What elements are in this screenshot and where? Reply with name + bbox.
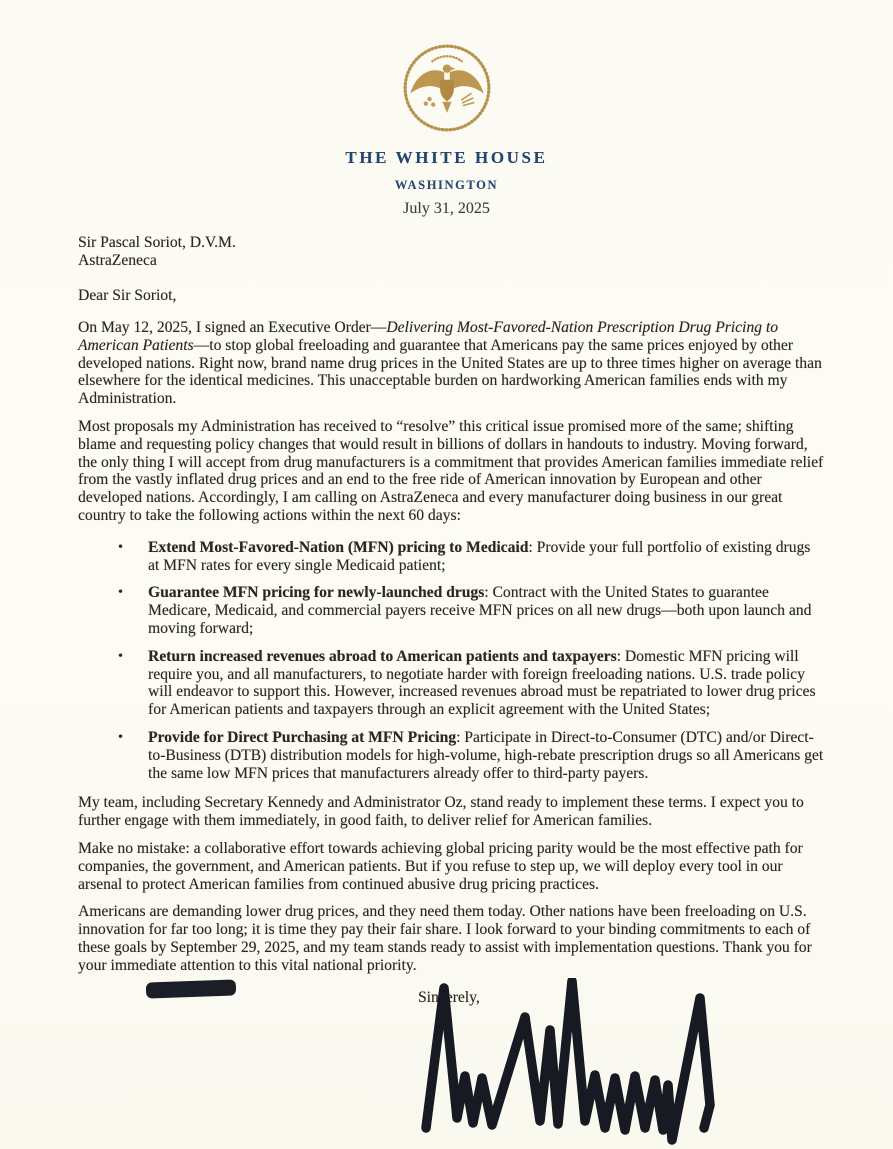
bullet-icon: • bbox=[118, 648, 123, 664]
list-item-new-drugs bbox=[78, 584, 825, 637]
paragraph-proposals: Most proposals my Administration has received to “resolve” this critical issue promised more of the same; shifting blame and requesting policy changes that would result in billions of dollars in handouts to industry. Moving forward, the only thing I will accept from drug manufacturers is a commitment that provides American families immediate relief from the vastly inflated drug prices and an end to the free ride of American innovation by European and other developed nations. Accordingly, I am calling on AstraZeneca and every manufacturer doing business in our great country to take the following actions within the next 60 days: bbox=[78, 417, 824, 524]
p1-text-after: —to stop global freeloading and guarantee that Americans pay the same prices enjoyed by other developed nations. Right now, brand name drug prices in the United States are up to three times higher on average than elsewhere for the identical medicines. This unacceptable burden on hardworking American families ends with my Administration. bbox=[78, 336, 822, 408]
salutation: Dear Sir Soriot, bbox=[78, 287, 177, 304]
bullet-detail: : Domestic MFN pricing will require you, and all manufacturers, to negotiate harder with foreign freeloading nations. U.S. trade policy will endeavor to support this. However, increased revenues abroad must be repatriated to lower drug prices for American patients and taxpayers through an explicit agreement with the United States; bbox=[148, 647, 816, 719]
paragraph-no-mistake: Make no mistake: a collaborative effort towards achieving global pricing parity would be the most effective path for companies, the government, and American patients. But if you refuse to step up, we will deploy every tool in our arsenal to protect American families from continued abusive drug pricing practices. bbox=[78, 839, 803, 893]
paragraph-team: My team, including Secretary Kennedy and Administrator Oz, stand ready to implement these terms. I expect you to further engage with them immediately, in good faith, to deliver relief for American families. bbox=[78, 794, 804, 830]
p1-text-before: On May 12, 2025, I signed an Executive Order— bbox=[78, 319, 387, 336]
bullet-icon: • bbox=[118, 539, 123, 555]
bullet-lead-in: Extend Most-Favored-Nation (MFN) pricing to Medicaid bbox=[148, 538, 529, 556]
list-item-direct-purchasing bbox=[78, 729, 825, 782]
paragraph-executive-order bbox=[78, 319, 825, 408]
signature bbox=[412, 978, 722, 1148]
list-item-return-revenues bbox=[78, 648, 825, 719]
recipient-name: Sir Pascal Soriot, D.V.M. bbox=[78, 234, 236, 251]
list-item-mfn-medicaid bbox=[78, 539, 825, 575]
list-item-text bbox=[148, 729, 825, 782]
bullet-icon: • bbox=[118, 585, 123, 601]
recipient-organization: AstraZeneca bbox=[78, 252, 157, 269]
black-marker-stroke bbox=[146, 979, 237, 998]
bullet-icon: • bbox=[118, 729, 123, 745]
valediction: Sincerely, bbox=[418, 988, 480, 1006]
bullet-detail: : Contract with the United States to guarantee Medicare, Medicaid, and commercial payers receive MFN prices on all new drugs—both upon launch and moving forward; bbox=[148, 584, 812, 637]
letter-body bbox=[0, 234, 893, 1007]
list-item-text bbox=[148, 648, 825, 719]
letterhead-org-name: THE WHITE HOUSE bbox=[345, 148, 548, 167]
letter-date: July 31, 2025 bbox=[403, 200, 490, 217]
letterhead-city: WASHINGTON bbox=[394, 178, 499, 192]
list-item-text bbox=[148, 539, 825, 575]
bullet-lead-in: Guarantee MFN pricing for newly-launched drugs bbox=[148, 584, 485, 602]
demand-list bbox=[78, 539, 825, 783]
presidential-seal-icon bbox=[401, 42, 493, 134]
bullet-detail: : Provide your full portfolio of existing drugs at MFN rates for every single Medicaid patient; bbox=[148, 538, 811, 574]
list-item-text bbox=[148, 584, 825, 637]
bullet-detail: : Participate in Direct-to-Consumer (DTC) and/or Direct-to-Business (DTB) distribution models for high-volume, high-rebate prescription drugs so all Americans get the same low MFN prices that manufacturers already offer to third-party payers. bbox=[148, 728, 824, 782]
executive-order-title: Delivering Most-Favored-Nation Prescription Drug Pricing to American Patients bbox=[78, 319, 779, 354]
paragraph-deadline: Americans are demanding lower drug prices, and they need them today. Other nations have been freeloading on U.S. innovation for far too long; it is time they pay their fair share. I look forward to your binding commitments to each of these goals by September 29, 2025, and my team stands ready to assist with implementation questions. Thank you for your immediate attention to this vital national priority. bbox=[78, 903, 812, 974]
bullet-lead-in: Provide for Direct Purchasing at MFN Pricing bbox=[148, 728, 457, 746]
bullet-lead-in: Return increased revenues abroad to American patients and taxpayers bbox=[148, 647, 617, 665]
recipient-address-block bbox=[78, 234, 825, 270]
